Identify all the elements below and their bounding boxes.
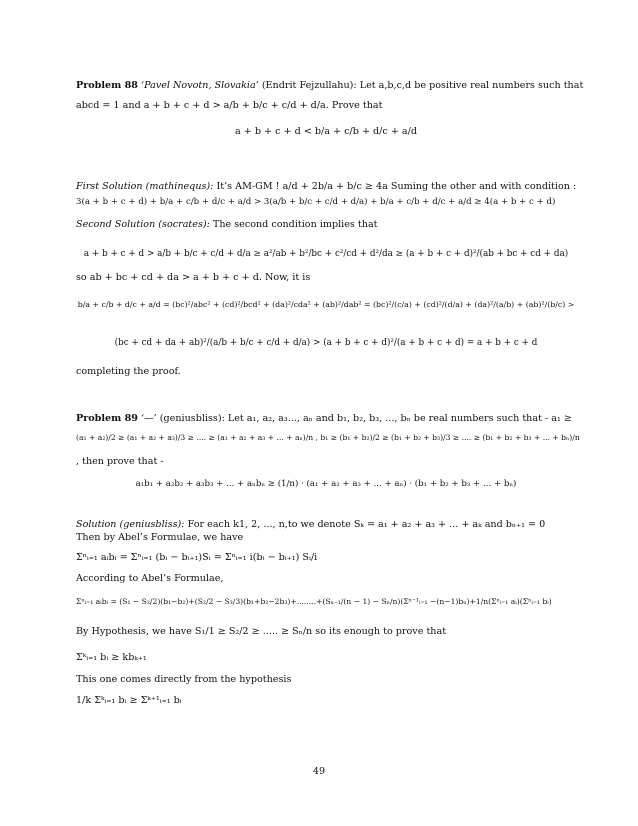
solution-89-eq-3: Σᵏᵢ₌₁ bᵢ ≥ kbₖ₊₁: [76, 652, 147, 663]
page-number: 49: [312, 766, 326, 777]
solution-89-line-2: Then by Abel’s Formulae, we have: [76, 532, 244, 543]
problem-88-heading: Problem 88: [76, 80, 138, 91]
second-solution-so-line: so ab + bc + cd + da > a + b + c + d. Now, it is: [76, 272, 311, 283]
problem-88-statement: [76, 80, 584, 92]
problem-89-line-3: , then prove that -: [76, 456, 164, 467]
problem-88-claim: a + b + c + d < b/a + c/b + d/c + a/d: [234, 126, 418, 137]
second-solution-closing: completing the proof.: [76, 366, 181, 377]
first-solution-label: First Solution (mathinequs):: [76, 181, 214, 192]
first-solution-line-2: 3(a + b + c + d) + b/a + c/b + d/c + a/d > 3(a/b + b/c + c/d + d/a) + b/a + c/b + d/c + a/d ≥ 4(a + b + c + d): [76, 197, 556, 207]
problem-89-heading: Problem 89: [76, 413, 138, 424]
solution-89-line-4: By Hypothesis, we have S₁/1 ≥ S₂/2 ≥ ..... ≥ Sₙ/n so its enough to prove that: [76, 626, 447, 637]
problem-89-statement: [76, 413, 576, 425]
solution-89-eq-2: Σⁿᵢ₌₁ aᵢbᵢ = (S₁ − S₂/2)(b₁−b₂)+(S₂/2 − S₃/3)(b₁+b₂−2b₃)+........+(Sₙ₋₁/(n − 1) − Sₙ/n)(Σⁿ⁻¹ᵢ₌₁ −(n−1)bₙ)+1/n(Σⁿᵢ₌₁ aᵢ)(Σⁿᵢ₌₁ bᵢ): [76, 597, 552, 606]
problem-89-line-1: (geniusbliss): Let a₁, a₂, a₃..., aₙ and b₁, b₂, b₃, ..., bₙ be real numbers such that - a₁ ≥: [159, 413, 572, 424]
first-solution-text: It’s AM-GM ! a/d + 2b/a + b/c ≥ 4a Suming the other and with condition :: [216, 181, 577, 192]
problem-88-proposer: (Endrit Fejzullahu): Let a,b,c,d be positive real numbers such that: [261, 80, 584, 91]
problem-88-source: ‘Pavel Novotn, Slovakia’: [141, 80, 259, 91]
solution-89-line-3: According to Abel’s Formulae,: [76, 573, 224, 584]
solution-89-eq-4: 1/k Σᵏᵢ₌₁ bᵢ ≥ Σᵏ⁺¹ᵢ₌₁ bᵢ: [76, 695, 182, 706]
solution-89-line-1: [76, 519, 576, 531]
problem-89-source: ‘—’: [141, 413, 157, 424]
solution-89-label: Solution (geniusbliss):: [76, 519, 185, 530]
second-solution-label: Second Solution (socrates):: [76, 219, 210, 230]
problem-89-line-2: (a₁ + a₂)/2 ≥ (a₁ + a₂ + a₃)/3 ≥ .... ≥ (a₁ + a₂ + a₃ + ... + aₙ)/n , b₁ ≥ (b₁ + b₂)/2 ≥ (b₁ + b₂ + b₃)/3 ≥ .... ≥ (b₁ + b₂ + b₃ + ... + bₙ)/n: [76, 433, 580, 442]
second-solution-eq-3: (bc + cd + da + ab)²/(a/b + b/c + c/d + d/a) > (a + b + c + d)²/(a + b + c + d) = a + b + c + d: [114, 338, 538, 348]
second-solution-eq-1: a + b + c + d > a/b + b/c + c/d + d/a ≥ a²/ab + b²/bc + c²/cd + d²/da ≥ (a + b + c + d)²/(ab + bc + cd + da): [83, 249, 569, 259]
second-solution-intro-line: [76, 219, 576, 231]
solution-89-text: For each k1, 2, ..., n,to we denote Sₖ = a₁ + a₂ + a₃ + ... + aₖ and bₙ₊₁ = 0: [187, 519, 546, 530]
problem-88-condition: abcd = 1 and a + b + c + d > a/b + b/c + c/d + d/a. Prove that: [76, 100, 383, 111]
solution-89-eq-1: Σⁿᵢ₌₁ aᵢbᵢ = Σⁿᵢ₌₁ (bᵢ − bᵢ₊₁)Sᵢ = Σⁿᵢ₌₁ i(bᵢ − bᵢ₊₁) Sᵢ/i: [76, 552, 318, 563]
second-solution-intro: The second condition implies that: [212, 219, 378, 230]
first-solution-line-1: [76, 181, 576, 193]
solution-89-line-5: This one comes directly from the hypothesis: [76, 674, 292, 685]
problem-89-claim: a₁b₁ + a₂b₂ + a₃b₃ + ... + aₙbₙ ≥ (1/n) · (a₁ + a₂ + a₃ + ... + aₙ) · (b₁ + b₂ + b₃ + ... + bₙ): [135, 479, 517, 489]
second-solution-eq-2: b/a + c/b + d/c + a/d = (bc)²/abc² + (cd)²/bcd² + (da)²/cda² + (ab)²/dab² = (bc)²/(c/a) + (cd)²/(d/a) + (da)²/(a/b) + (ab)²/(b/c) >: [77, 300, 575, 309]
